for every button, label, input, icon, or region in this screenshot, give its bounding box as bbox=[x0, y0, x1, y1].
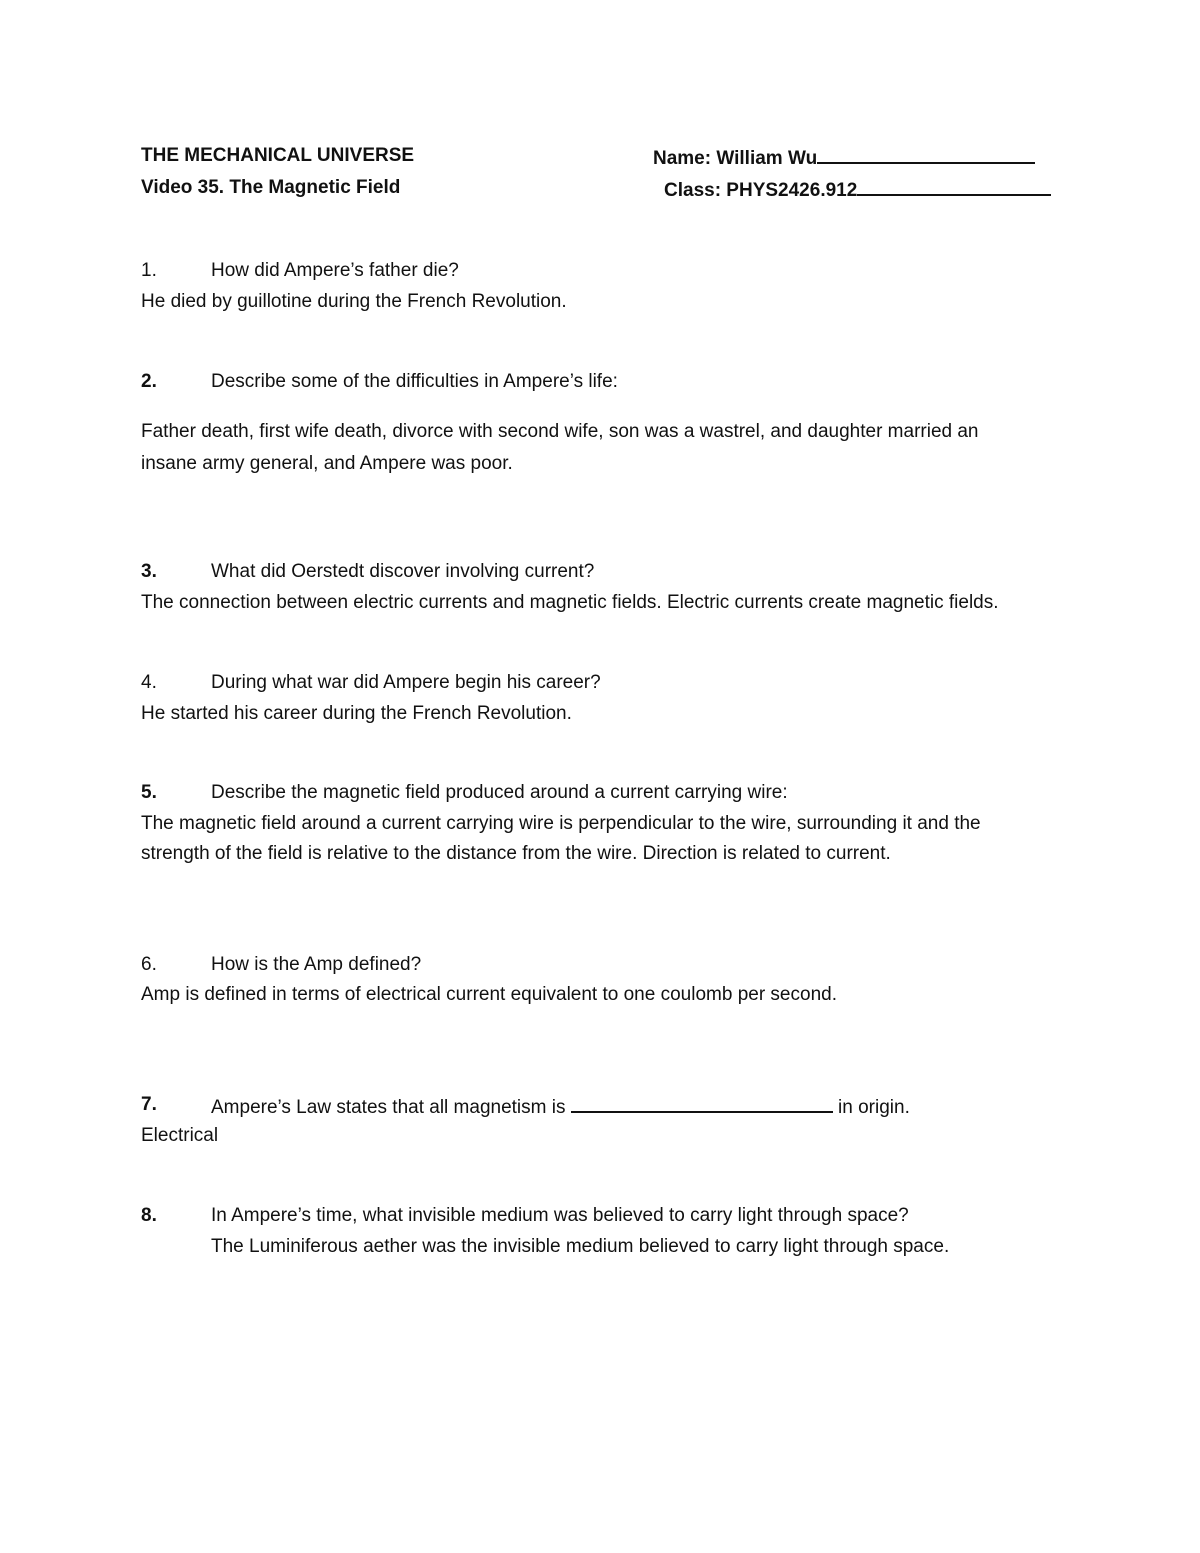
question-text: How is the Amp defined? bbox=[211, 954, 422, 975]
question-text-before-blank: Ampere’s Law states that all magnetism is bbox=[211, 1097, 566, 1118]
name-underline bbox=[817, 144, 1035, 164]
question-text bbox=[211, 1093, 910, 1120]
question-number: 1. bbox=[141, 260, 157, 281]
answer-text: Father death, first wife death, divorce with second wife, son was a wastrel, and daughter married an bbox=[141, 421, 979, 442]
class-field bbox=[664, 176, 1051, 203]
answer-text: He started his career during the French Revolution. bbox=[141, 703, 572, 724]
question-number: 4. bbox=[141, 672, 157, 693]
question-number: 3. bbox=[141, 561, 157, 582]
class-underline bbox=[857, 176, 1051, 196]
answer-text: Electrical bbox=[141, 1125, 219, 1146]
answer-text: insane army general, and Ampere was poor. bbox=[141, 453, 513, 474]
question-text: During what war did Ampere begin his career? bbox=[211, 672, 601, 693]
answer-text: The Luminiferous aether was the invisible medium believed to carry light through space. bbox=[211, 1236, 950, 1257]
question-text: In Ampere’s time, what invisible medium was believed to carry light through space? bbox=[211, 1205, 909, 1226]
question-number: 7. bbox=[141, 1094, 157, 1115]
answer-text: strength of the field is relative to the distance from the wire. Direction is related to current. bbox=[141, 843, 891, 864]
document-title: THE MECHANICAL UNIVERSE bbox=[141, 145, 415, 166]
question-text-after-blank: in origin. bbox=[838, 1097, 910, 1118]
answer-text: The magnetic field around a current carrying wire is perpendicular to the wire, surrounding it and the bbox=[141, 813, 981, 834]
class-label: Class: PHYS2426.912 bbox=[664, 180, 858, 201]
name-label: Name: William Wu bbox=[653, 148, 818, 169]
answer-text: The connection between electric currents and magnetic fields. Electric currents create magnetic fields. bbox=[141, 592, 999, 613]
question-text: Describe some of the difficulties in Ampere’s life: bbox=[211, 371, 618, 392]
document-subtitle: Video 35. The Magnetic Field bbox=[141, 177, 401, 198]
question-text: How did Ampere’s father die? bbox=[211, 260, 459, 281]
question-number: 8. bbox=[141, 1205, 157, 1226]
question-number: 2. bbox=[141, 371, 157, 392]
question-text: What did Oerstedt discover involving current? bbox=[211, 561, 595, 582]
fill-in-blank-line bbox=[571, 1093, 833, 1113]
question-number: 5. bbox=[141, 782, 157, 803]
question-text: Describe the magnetic field produced around a current carrying wire: bbox=[211, 782, 788, 803]
answer-text: He died by guillotine during the French Revolution. bbox=[141, 291, 567, 312]
name-field bbox=[653, 144, 1035, 171]
answer-text: Amp is defined in terms of electrical current equivalent to one coulomb per second. bbox=[141, 984, 837, 1005]
question-number: 6. bbox=[141, 954, 157, 975]
